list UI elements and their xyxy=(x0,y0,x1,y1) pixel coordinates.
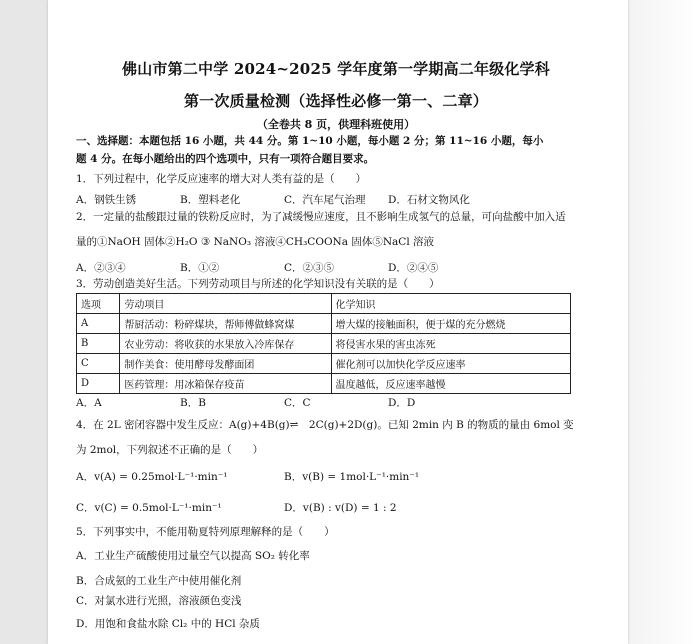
question-2-option-a: A．②③④ xyxy=(76,262,126,274)
question-1-option-a: A．钢铁生锈 xyxy=(76,194,137,206)
question-3-option-a: A．A xyxy=(76,397,102,409)
document-page xyxy=(48,0,628,644)
table-cell: 将侵害水果的害虫冻死 xyxy=(331,334,570,354)
table-cell: 帮厨活动：粉碎煤块，帮师傅做蜂窝煤 xyxy=(120,314,331,334)
section-instructions-line2: 题 4 分。在每小题给出的四个选项中，只有一项符合题目要求。 xyxy=(76,153,375,165)
question-5-stem: 5．下列事实中，不能用勒夏特列原理解释的是（ ） xyxy=(76,526,335,538)
table-row xyxy=(77,374,571,394)
question-5-option-a: A．工业生产硫酸使用过量空气以提高 SO₂ 转化率 xyxy=(76,550,310,562)
question-5-option-c: C．对氯水进行光照，溶液颜色变浅 xyxy=(76,595,242,607)
table-cell: 增大煤的接触面积，便于煤的充分燃烧 xyxy=(331,314,570,334)
question-1-option-b: B．塑料老化 xyxy=(180,194,241,206)
question-2-stem-line1: 2．一定量的盐酸跟过量的铁粉反应时，为了减缓慢应速度，且不影响生成氢气的总量，可向盐酸中加入适 xyxy=(76,211,566,223)
table-header-cell: 劳动项目 xyxy=(120,294,331,314)
table-row xyxy=(77,354,571,374)
question-5-option-d: D．用饱和食盐水除 Cl₂ 中的 HCl 杂质 xyxy=(76,618,260,630)
question-1-option-c: C．汽车尾气治理 xyxy=(284,194,366,206)
viewer-background-right xyxy=(628,0,700,644)
table-cell: A xyxy=(77,314,120,334)
exam-subtitle: 第一次质量检测（选择性必修一第一、二章） xyxy=(183,92,488,110)
question-3-stem: 3．劳动创造美好生活。下列劳动项目与所述的化学知识没有关联的是（ ） xyxy=(76,278,440,290)
question-5-option-b: B．合成氨的工业生产中使用催化剂 xyxy=(76,575,242,587)
question-2-option-b: B．①② xyxy=(180,262,220,274)
question-3-option-b: B．B xyxy=(180,397,206,409)
table-cell: 制作美食：使用酵母发酵面团 xyxy=(120,354,331,374)
table-cell: C xyxy=(77,354,120,374)
question-3-option-d: D．D xyxy=(388,397,416,409)
table-cell: D xyxy=(77,374,120,394)
table-header-cell: 化学知识 xyxy=(331,294,570,314)
question-3-option-c: C．C xyxy=(284,397,311,409)
table-cell: B xyxy=(77,334,120,354)
table-cell: 催化剂可以加快化学反应速率 xyxy=(331,354,570,374)
table-header-row xyxy=(77,294,571,314)
question-1-stem: 1．下列过程中，化学反应速率的增大对人类有益的是（ ） xyxy=(76,173,367,185)
table-cell: 农业劳动：将收获的水果放入冷库保存 xyxy=(120,334,331,354)
question-4-stem-line2: 为 2mol，下列叙述不正确的是（ ） xyxy=(76,444,264,456)
table-row xyxy=(77,314,571,334)
section-instructions-line1: 一、选择题：本题包括 16 小题，共 44 分。第 1~10 小题，每小题 2 分；第 11~16 小题，每小 xyxy=(76,135,544,147)
exam-title: 佛山市第二中学 2024~2025 学年度第一学期高二年级化学科 xyxy=(122,60,550,78)
question-2-option-d: D．②④⑤ xyxy=(388,262,439,274)
table-cell: 医药管理：用冰箱保存疫苗 xyxy=(120,374,331,394)
question-3-table xyxy=(76,293,571,394)
question-4-option-c: C．v(C) = 0.5mol·L⁻¹·min⁻¹ xyxy=(76,502,222,514)
question-4-option-a: A．v(A) = 0.25mol·L⁻¹·min⁻¹ xyxy=(76,471,228,483)
question-2-option-c: C．②③⑤ xyxy=(284,262,335,274)
table-cell: 温度越低，反应速率越慢 xyxy=(331,374,570,394)
table-header-cell: 选项 xyxy=(77,294,120,314)
question-2-stem-line2: 量的①NaOH 固体②H₂O ③ NaNO₃ 溶液④CH₃COONa 固体⑤NaCl 溶液 xyxy=(76,236,435,248)
table-row xyxy=(77,334,571,354)
exam-note: （全卷共 8 页，供理科班使用） xyxy=(256,118,416,131)
question-4-option-b: B．v(B) = 1mol·L⁻¹·min⁻¹ xyxy=(284,471,420,483)
question-4-stem-line1: 4．在 2L 密闭容器中发生反应：A(g)+4B(g)⇌ 2C(g)+2D(g)。已知 2min 内 B 的物质的量由 6mol 变 xyxy=(76,419,574,431)
viewer-background-left xyxy=(0,0,48,644)
question-1-option-d: D．石材文物风化 xyxy=(388,194,470,206)
question-4-option-d: D．v(B) : v(D) = 1 : 2 xyxy=(284,502,397,514)
